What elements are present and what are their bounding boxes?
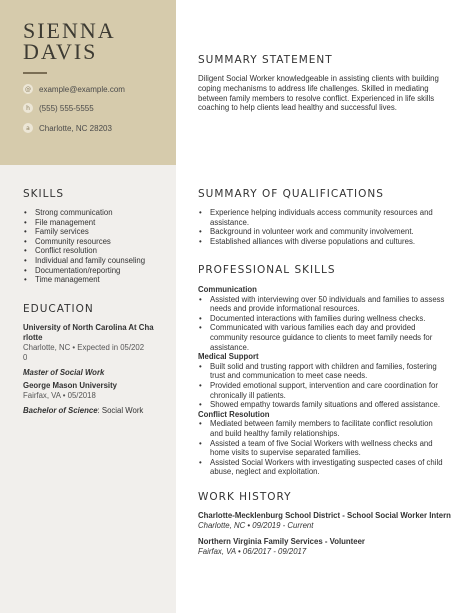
location-icon: a bbox=[23, 123, 33, 133]
skill-bullet bbox=[198, 439, 444, 458]
contact-email bbox=[23, 84, 125, 94]
bullet-line: and build healthy family relationships. bbox=[210, 428, 340, 438]
summary-heading: SUMMARY STATEMENT bbox=[198, 54, 333, 66]
school-name: University of North Carolina At Cha bbox=[23, 323, 154, 332]
skill-bullet bbox=[198, 362, 444, 381]
summary-text bbox=[198, 74, 456, 113]
skill-item: • Strong communication bbox=[24, 208, 145, 218]
degree bbox=[23, 406, 175, 416]
bullet-line: • Showed empathy towards family situations and offered assistance. bbox=[210, 400, 440, 410]
bullet-line: • Assisted with interviewing over 50 individuals and families to assess bbox=[210, 294, 445, 304]
education-entry bbox=[23, 381, 175, 416]
skill-group-heading: Medical Support bbox=[198, 352, 259, 362]
qualification-item: • Established alliances with diverse populations and cultures. bbox=[198, 237, 433, 247]
skill-group-heading: Communication bbox=[198, 285, 257, 294]
phone-icon: h bbox=[23, 103, 33, 113]
work-history-heading: WORK HISTORY bbox=[198, 491, 292, 503]
professional-skills-list bbox=[198, 285, 444, 477]
skill-bullet bbox=[198, 323, 444, 352]
education-entry bbox=[23, 323, 175, 378]
degree-name: Bachelor of Science bbox=[23, 406, 98, 415]
email-text: example@example.com bbox=[39, 84, 125, 94]
bullet-line: • Communicated with various families each day and provided bbox=[210, 323, 416, 333]
contact-phone bbox=[23, 103, 94, 113]
skill-item: • Time management bbox=[24, 275, 145, 285]
skill-bullet bbox=[198, 458, 444, 477]
degree-major: : Social Work bbox=[97, 406, 144, 415]
job-entry bbox=[198, 511, 451, 531]
skill-item: • Individual and family counseling bbox=[24, 256, 145, 266]
skills-heading: SKILLS bbox=[23, 188, 65, 200]
bullet-line: • Assisted a team of five Social Workers with wellness checks and bbox=[210, 438, 433, 448]
bullet-line: assistance. bbox=[210, 342, 250, 352]
skill-item: • File management bbox=[24, 218, 145, 228]
skills-list bbox=[24, 208, 145, 285]
job-title: Charlotte-Mecklenburg School District - School Social Worker Intern bbox=[198, 511, 451, 520]
qualifications-heading: SUMMARY OF QUALIFICATIONS bbox=[198, 188, 384, 200]
contact-location bbox=[23, 123, 112, 133]
school-name: George Mason University bbox=[23, 381, 118, 390]
bullet-line: • Assisted Social Workers with investigating suspected cases of child bbox=[210, 457, 443, 467]
job-meta: Charlotte, NC • 09/2019 - Current bbox=[198, 521, 314, 530]
job-meta: Fairfax, VA • 06/2017 - 09/2017 bbox=[198, 547, 307, 556]
name-divider bbox=[23, 72, 47, 74]
bullet-line: trust and communication to meet case needs. bbox=[210, 371, 368, 381]
school-name-cont: rlotte bbox=[23, 333, 43, 342]
qualification-item bbox=[198, 208, 433, 227]
skill-item: • Family services bbox=[24, 227, 145, 237]
education-meta: Fairfax, VA • 05/2018 bbox=[23, 391, 96, 400]
phone-text: (555) 555-5555 bbox=[39, 103, 94, 113]
bullet-line: community resource guidance to clients to meet family needs for bbox=[210, 332, 433, 342]
bullet-line: • Provided emotional support, intervention and care coordination for bbox=[210, 380, 438, 390]
bullet-line: • Built solid and trusting rapport with children and families, fostering bbox=[210, 361, 437, 371]
education-heading: EDUCATION bbox=[23, 303, 94, 315]
job-entry bbox=[198, 537, 365, 557]
summary-line: Diligent Social Worker knowledgeable in assisting clients with building bbox=[198, 74, 439, 83]
education-meta-cont: 0 bbox=[23, 353, 28, 362]
skill-bullet bbox=[198, 419, 444, 438]
skill-group-heading: Conflict Resolution bbox=[198, 409, 270, 419]
location-text: Charlotte, NC 28203 bbox=[39, 123, 112, 133]
education-meta: Charlotte, NC • Expected in 05/202 bbox=[23, 343, 145, 352]
qualification-line: • Experience helping individuals access community resources and bbox=[210, 208, 433, 217]
skill-item: • Documentation/reporting bbox=[24, 266, 145, 276]
summary-line: coaching to help clients lead healthy and successful lives. bbox=[198, 103, 397, 113]
first-name: SIENNA bbox=[23, 18, 116, 43]
job-title: Northern Virginia Family Services - Volunteer bbox=[198, 537, 365, 546]
degree bbox=[23, 368, 175, 378]
email-icon: @ bbox=[25, 85, 31, 93]
skill-bullet bbox=[198, 314, 444, 324]
bullet-line: home visits to supervise separated families. bbox=[210, 448, 361, 458]
skill-bullet bbox=[198, 295, 444, 314]
bullet-line: • Mediated between family members to facilitate conflict resolution bbox=[210, 419, 433, 429]
qualifications-list bbox=[198, 208, 433, 246]
last-name: DAVIS bbox=[23, 39, 98, 64]
skill-item: • Community resources bbox=[24, 237, 145, 247]
skill-bullet bbox=[198, 381, 444, 400]
qualification-line: assistance. bbox=[210, 217, 250, 227]
skill-bullet bbox=[198, 400, 444, 410]
bullet-line: abuse, neglect and exploitation. bbox=[210, 467, 320, 477]
bullet-line: chronically ill patients. bbox=[210, 390, 286, 400]
professional-skills-heading: PROFESSIONAL SKILLS bbox=[198, 264, 336, 276]
qualification-item: • Background in volunteer work and community involvement. bbox=[198, 227, 433, 237]
candidate-name bbox=[23, 20, 116, 62]
summary-line: between family members to resolve conflict. Experienced in life skills bbox=[198, 93, 435, 103]
summary-line: coping mechanisms to address life challenges. Skilled in mediating bbox=[198, 83, 429, 93]
degree-name: Master of Social Work bbox=[23, 368, 105, 377]
bullet-line: • Documented interactions with families during wellness checks. bbox=[210, 313, 426, 323]
skill-item: • Conflict resolution bbox=[24, 246, 145, 256]
bullet-line: needs and provide informational resources. bbox=[210, 304, 360, 314]
